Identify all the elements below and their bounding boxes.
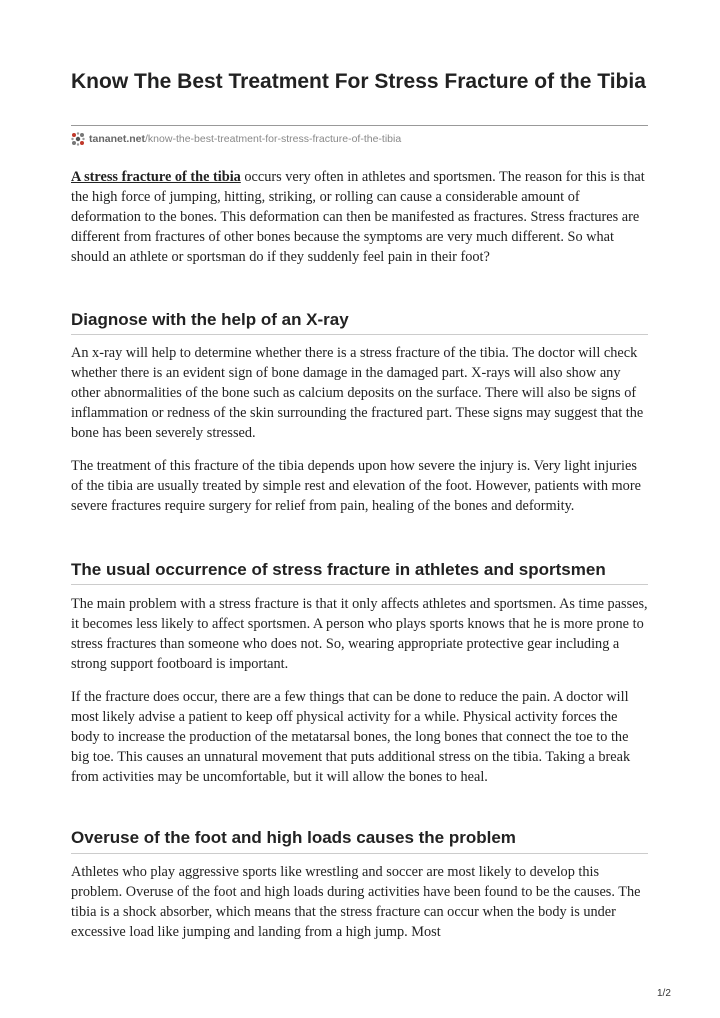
page-number: 1/2 [657, 988, 671, 999]
section-paragraph: The main problem with a stress fracture is that it only affects athletes and sportsmen. As time passes, it becomes less likely to affect sportsmen. A person who plays sports knows that he is more prone to stress fractures than someone who does not. So, wearing appropriate protective gear including a strong support footboard is important. [71, 596, 648, 672]
source-url[interactable] [71, 131, 401, 147]
source-domain[interactable]: tananet.net [89, 133, 146, 145]
intro-paragraph [71, 167, 648, 267]
intro-text: occurs very often in athletes and sportsmen. The reason for this is that the high force of jumping, hitting, striking, or rolling can cause a considerable amount of deformation to the bones. This deformation can then be manifested as fractures. Stress fractures are different from fractures of other bones because the symptoms are very much different. So what should an athlete or sportsman do if they suddenly feel pain in their foot? [71, 169, 645, 265]
intro-link[interactable]: A stress fracture of the tibia [71, 169, 241, 185]
section-paragraph: If the fracture does occur, there are a few things that can be done to reduce the pain. A doctor will most likely advise a patient to keep off physical activity for a while. Physical activity forces the body to increase the production of the metatarsal bones, the long bones that connect the toe to the big toe. This causes an unnatural movement that puts additional stress on the tibia. Taking a break from activities may be uncomfortable, but it will allow the bones to heal. [71, 689, 631, 785]
section-heading-occurrence: The usual occurrence of stress fracture in athletes and sportsmen [71, 560, 606, 579]
section-heading-xray: Diagnose with the help of an X-ray [71, 310, 349, 329]
section-heading-overuse: Overuse of the foot and high loads causes the problem [71, 828, 516, 847]
section-paragraph: An x-ray will help to determine whether there is a stress fracture of the tibia. The doctor will check whether there is an evident sign of bone damage in the damaged part. X-rays will also show any other abnormalities of the bone such as calcium deposits on the surface. There will also be signs of inflammation or redness of the skin surrounding the fractured part. These signs may suggest that the bone has been severely stressed. [71, 345, 644, 441]
title-divider [71, 125, 648, 126]
section-paragraph: The treatment of this fracture of the tibia depends upon how severe the injury is. Very light injuries of the tibia are usually treated by simple rest and elevation of the foot. However, patients with more severe fractures require surgery for relief from pain, healing of the bones and deformity. [71, 458, 641, 514]
section-divider [71, 584, 648, 585]
section-divider [71, 334, 648, 335]
section-divider [71, 853, 648, 854]
section-paragraph: Athletes who play aggressive sports like wrestling and soccer are most likely to develop this problem. Overuse of the foot and high loads during activities have been found to be the causes. The tibia is a shock absorber, which means that the stress fracture can occur when the body is under excessive load like jumping and landing from a high jump. Most [71, 864, 641, 940]
source-path[interactable]: /know-the-best-treatment-for-stress-fracture-of-the-tibia [145, 133, 402, 145]
page-title: Know The Best Treatment For Stress Fracture of the Tibia [71, 70, 646, 93]
tananet-logo-icon [71, 132, 85, 146]
